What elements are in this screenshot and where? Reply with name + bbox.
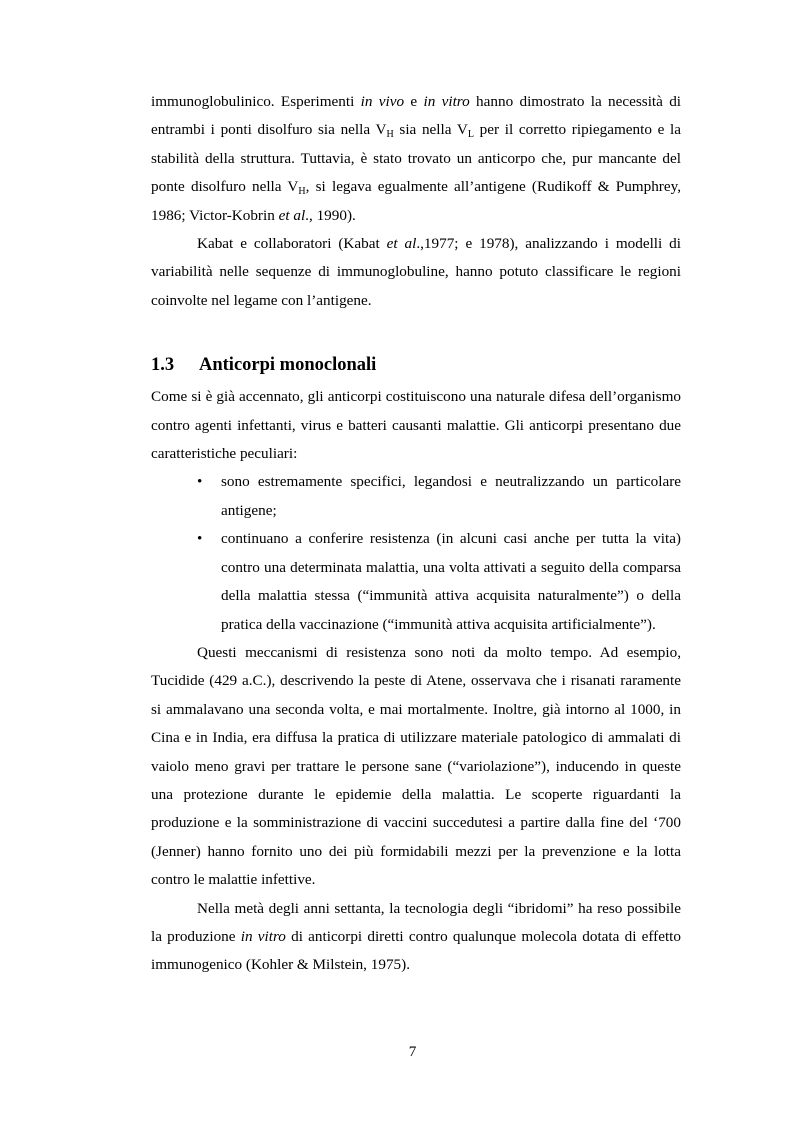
bullet-marker: • bbox=[197, 530, 203, 548]
list-item bbox=[151, 525, 681, 639]
page-body bbox=[151, 88, 681, 980]
text-run: .,1977; e 1978), analizzando i modelli di variabilità nelle sequenze di immunoglobuline, hanno potuto classificare le regioni coinvolte nel legame con l’antigene. bbox=[151, 235, 681, 309]
text-run: Kabat e collaboratori (Kabat bbox=[197, 235, 387, 253]
paragraph-hybridoma bbox=[151, 895, 681, 980]
bullet-marker: • bbox=[197, 473, 203, 491]
subscript-h: H bbox=[386, 129, 394, 141]
text-run: di anticorpi diretti contro qualunque molecola dotata di effetto immunogenico (Kohler & Milstein, 1975). bbox=[151, 927, 681, 974]
italic-et-al: et al bbox=[278, 206, 306, 224]
list-item bbox=[151, 468, 681, 525]
subscript-h: H bbox=[298, 186, 306, 198]
subscript-l: L bbox=[467, 129, 474, 141]
text-run: hanno dimostrato la necessità di entrambi i ponti disolfuro sia nella V bbox=[151, 93, 682, 139]
italic-in-vivo: in vivo bbox=[360, 93, 405, 110]
section-number: 1.3 bbox=[151, 355, 175, 376]
italic-in-vitro: in vitro bbox=[423, 93, 470, 110]
bullet-list bbox=[151, 468, 681, 638]
paragraph-kabat bbox=[151, 230, 681, 315]
text-run: ., 1990). bbox=[305, 206, 356, 224]
italic-in-vitro: in vitro bbox=[240, 927, 286, 945]
paragraph-history: Questi meccanismi di resistenza sono noti da molto tempo. Ad esempio, Tucidide (429 a.C.), descrivendo la peste di Atene, osservava che i risanati raramente si ammalavano una seconda volta, e mai mortalmente. Inoltre, già intorno al 1000, in Cina e in India, era diffusa la pratica di utilizzare materiale patologico di ammalati di vaiolo meno gravi per trattare le persone sane (“variolazione”), inducendo in queste una protezione durante le epidemie della malattia. Le scoperte riguardanti la produzione e la somministrazione di vaccini succedutesi a partire dalla fine del ‘700 (Jenner) hanno fornito uno dei più formidabili mezzi per la prevenzione e la lotta contro le malattie infettive. bbox=[151, 643, 681, 889]
section-heading bbox=[151, 353, 681, 377]
text-run: sia nella V bbox=[393, 121, 468, 139]
text-run: per il corretto ripiegamento e la stabilità della struttura. Tuttavia, è stato trovato un anticorpo che, pur mancante del ponte disolfuro nella V bbox=[151, 121, 681, 196]
text-run: e bbox=[404, 93, 424, 110]
list-item-text: continuano a conferire resistenza (in alcuni casi anche per tutta la vita) contro una determinata malattia, una volta attivati a seguito della comparsa della malattia stessa (“immunità attiva acquisita naturalmente”) o della pratica della vaccinazione (“immunità attiva acquisita artificialmente”). bbox=[221, 530, 681, 633]
italic-et-al: et al bbox=[386, 235, 417, 253]
paragraph-disulfide-bridges bbox=[151, 88, 681, 230]
text-run: immunoglobulinico. Esperimenti bbox=[151, 93, 361, 110]
list-item-text: sono estremamente specifici, legandosi e neutralizzando un particolare antigene; bbox=[221, 473, 681, 519]
text-run: Nella metà degli anni settanta, la tecnologia degli “ibridomi” ha reso possibile la produzione bbox=[151, 899, 681, 945]
text-run: , si legava egualmente all’antigene (Rudikoff & Pumphrey, 1986; Victor-Kobrin bbox=[151, 178, 681, 224]
page-number: 7 bbox=[408, 1043, 417, 1060]
paragraph-intro: Come si è già accennato, gli anticorpi costituiscono una naturale difesa dell’organismo contro agenti infettanti, virus e batteri causanti malattie. Gli anticorpi presentano due caratteristiche peculiari: bbox=[151, 388, 681, 463]
section-title: Anticorpi monoclonali bbox=[199, 355, 377, 376]
